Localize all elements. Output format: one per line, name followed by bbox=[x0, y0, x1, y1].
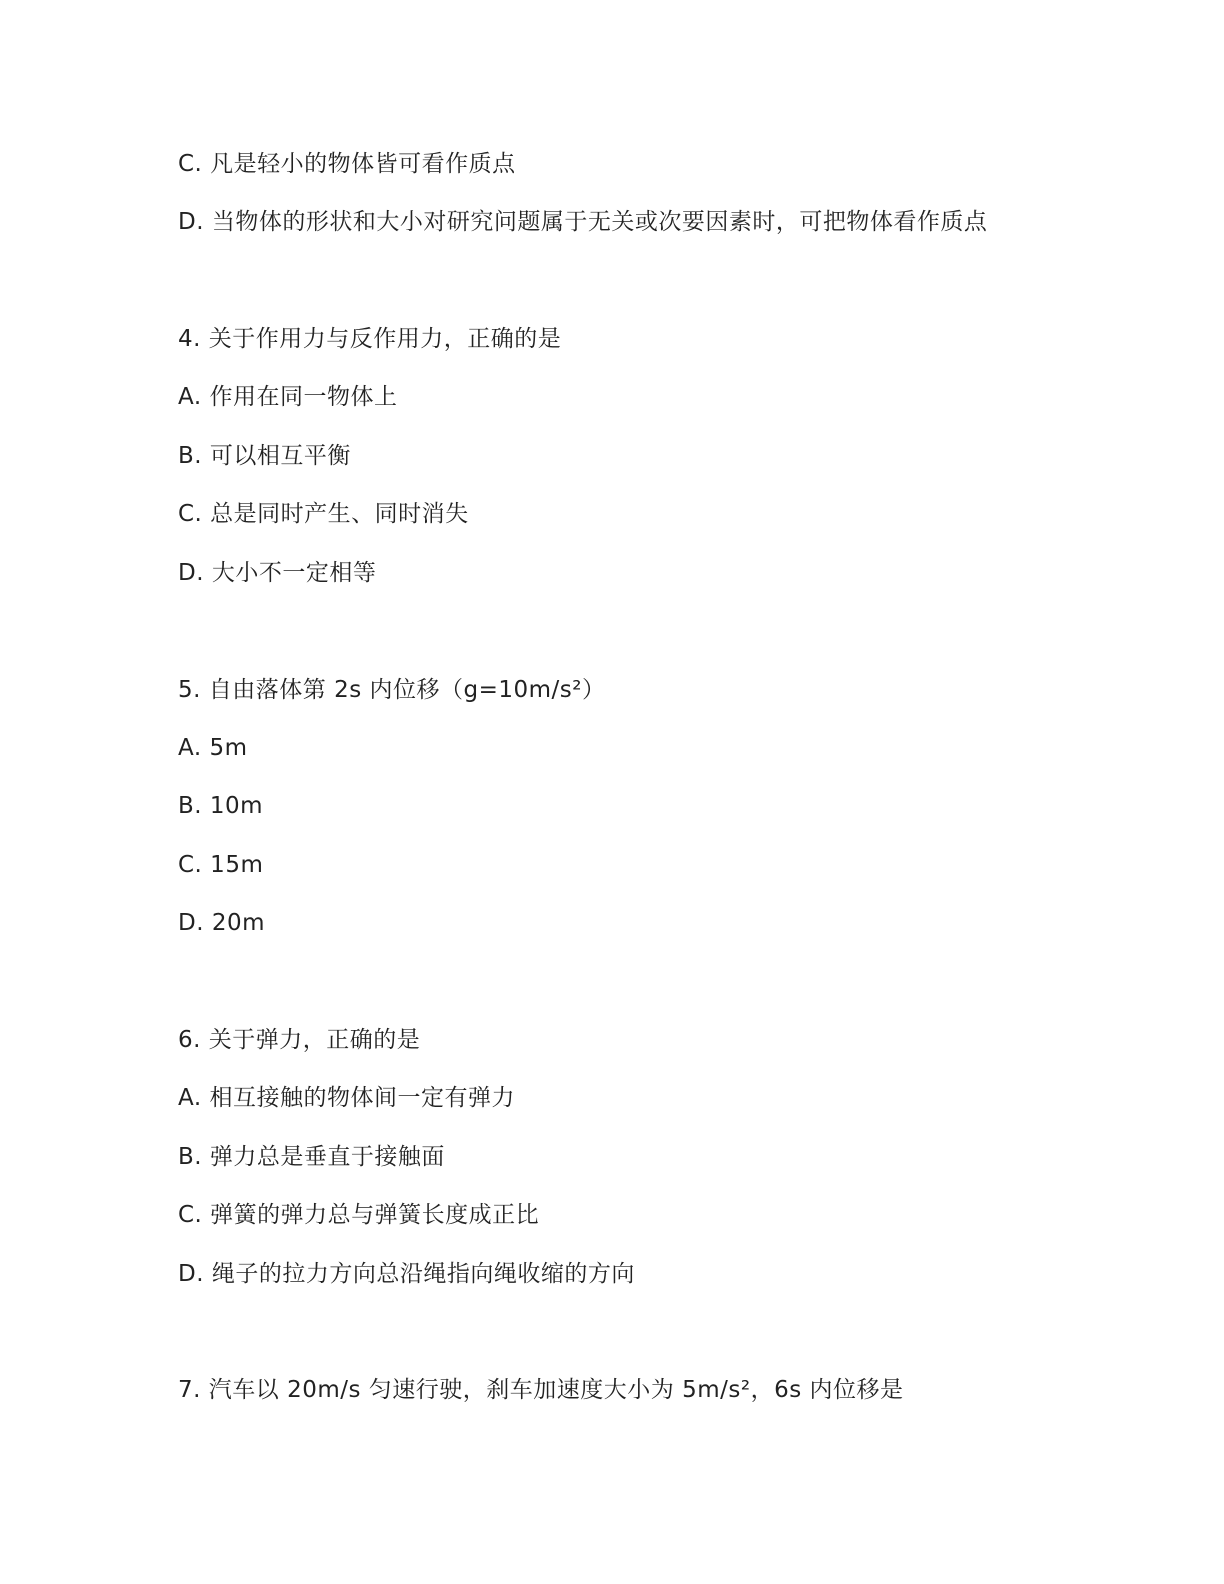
q4-option-b: B. 可以相互平衡 bbox=[178, 443, 351, 469]
q6-stem: 6. 关于弹力，正确的是 bbox=[178, 1027, 421, 1053]
q3-option-d: D. 当物体的形状和大小对研究问题属于无关或次要因素时，可把物体看作质点 bbox=[178, 209, 988, 235]
q6-option-d: D. 绳子的拉力方向总沿绳指向绳收缩的方向 bbox=[178, 1261, 635, 1287]
q4-option-c: C. 总是同时产生、同时消失 bbox=[178, 501, 469, 527]
q4-option-a: A. 作用在同一物体上 bbox=[178, 384, 398, 410]
q5-option-d: D. 20m bbox=[178, 910, 266, 936]
q5-stem: 5. 自由落体第 2s 内位移（g=10m/s²） bbox=[178, 677, 606, 703]
q6-option-c: C. 弹簧的弹力总与弹簧长度成正比 bbox=[178, 1202, 540, 1228]
q4-stem: 4. 关于作用力与反作用力，正确的是 bbox=[178, 326, 562, 352]
q5-option-a: A. 5m bbox=[178, 735, 248, 761]
q3-option-c: C. 凡是轻小的物体皆可看作质点 bbox=[178, 151, 516, 177]
q6-option-b: B. 弹力总是垂直于接触面 bbox=[178, 1144, 445, 1170]
q6-option-a: A. 相互接触的物体间一定有弹力 bbox=[178, 1085, 515, 1111]
q7-stem: 7. 汽车以 20m/s 匀速行驶，刹车加速度大小为 5m/s²，6s 内位移是 bbox=[178, 1377, 904, 1403]
q4-option-d: D. 大小不一定相等 bbox=[178, 560, 377, 586]
q5-option-b: B. 10m bbox=[178, 793, 264, 819]
q5-option-c: C. 15m bbox=[178, 852, 264, 878]
